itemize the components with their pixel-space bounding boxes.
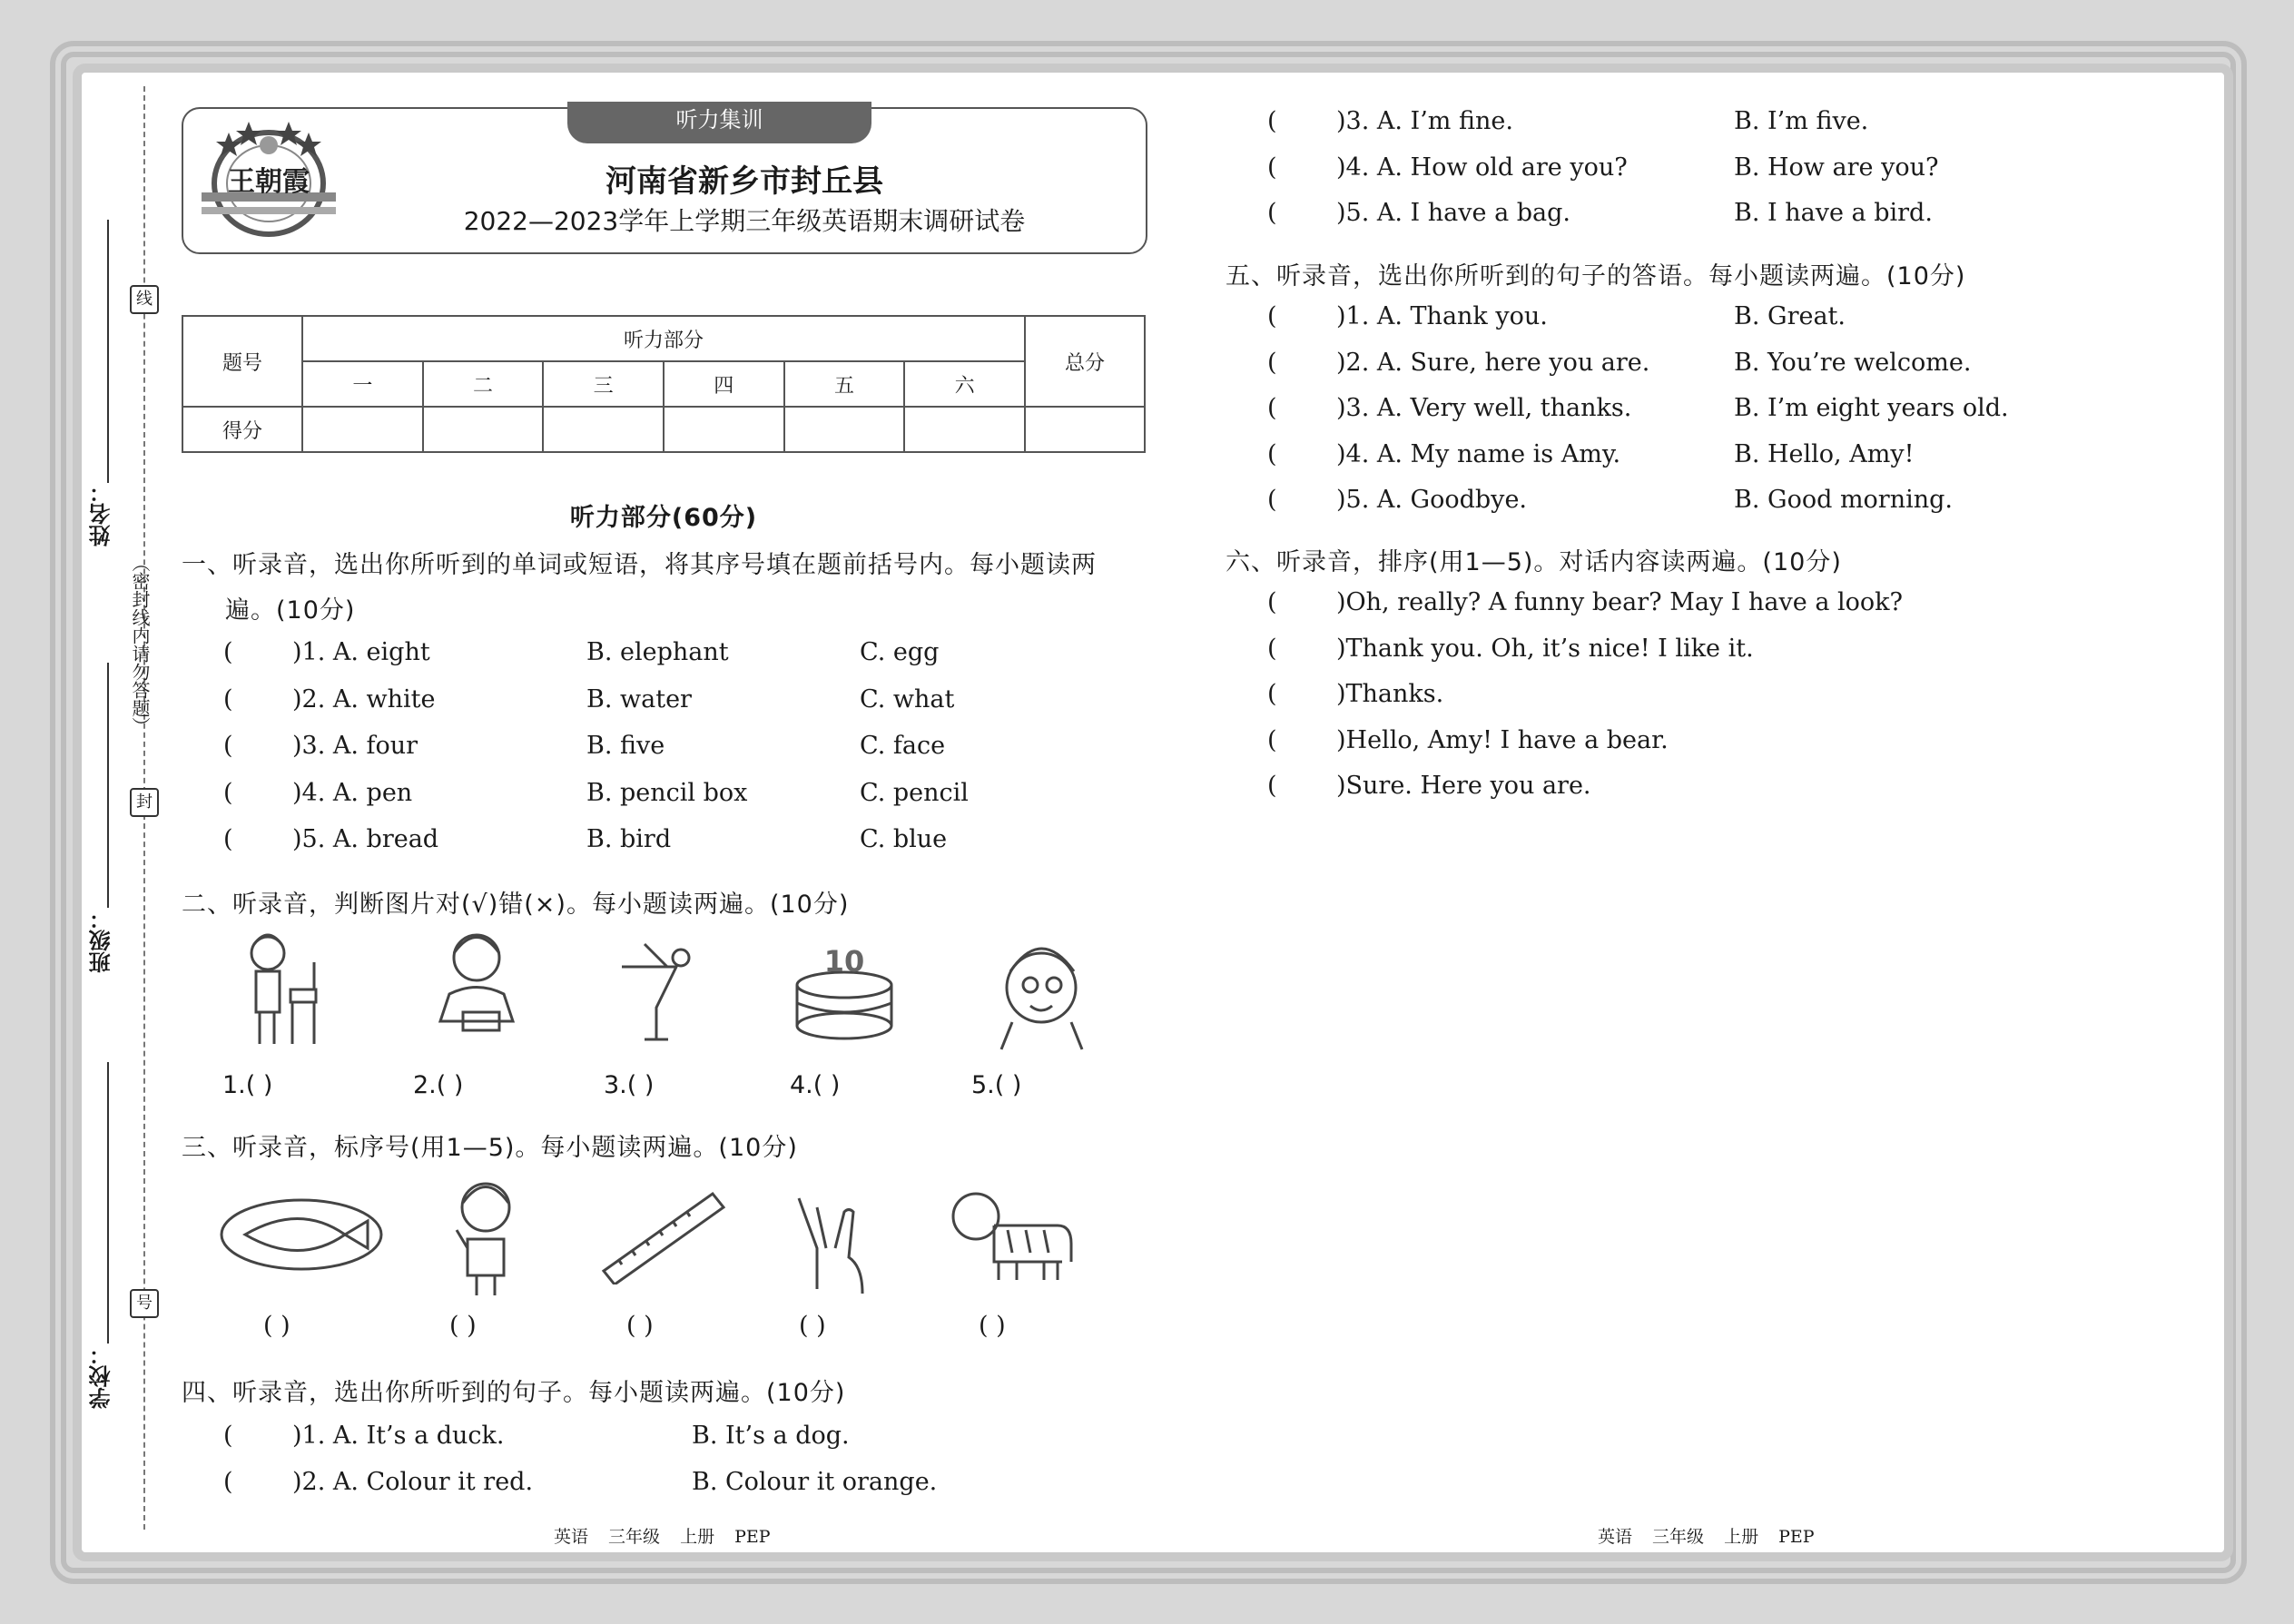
option-b: B. five: [586, 732, 665, 760]
score-table: [182, 315, 1146, 453]
answer-paren[interactable]: (: [1267, 634, 1277, 663]
class-field[interactable]: [107, 663, 109, 908]
part-header: 三: [543, 361, 664, 407]
option-b: B. I’m five.: [1734, 107, 1869, 135]
binding-seal-char: 封: [130, 788, 159, 817]
judge-answer-label[interactable]: 2.( ): [413, 1071, 464, 1099]
order-answer-label[interactable]: ( ): [263, 1312, 290, 1340]
answer-paren[interactable]: (: [1267, 439, 1277, 468]
fish-plate-picture: [218, 1194, 386, 1275]
score-cell[interactable]: [904, 407, 1025, 452]
option-a: )3. A. Very well, thanks.: [1336, 394, 1632, 422]
total-score-cell[interactable]: [1025, 407, 1145, 452]
part-header: 一: [302, 361, 423, 407]
option-b: B. I’m eight years old.: [1734, 394, 2009, 422]
dialogue-line: )Sure. Here you are.: [1336, 772, 1591, 800]
option-a: )5. A. bread: [292, 825, 439, 853]
judge-answer-label[interactable]: 3.( ): [604, 1071, 655, 1099]
footer-left: 英语 三年级 上册 PEP: [554, 1527, 771, 1547]
class-label: 班级：: [89, 908, 114, 973]
school-field[interactable]: [107, 1062, 109, 1343]
score-cell[interactable]: [423, 407, 544, 452]
exam-title: 河南省新乡市封丘县: [605, 163, 883, 200]
section1-title: 一、听录音，选出你所听到的单词或短语，将其序号填在题前括号内。每小题读两: [182, 551, 1097, 579]
option-a: )5. A. I have a bag.: [1336, 199, 1571, 227]
option-c: C. blue: [860, 825, 948, 853]
cake-number: 10: [823, 944, 865, 979]
answer-paren[interactable]: (: [223, 638, 233, 666]
answer-paren[interactable]: (: [1267, 302, 1277, 330]
listening-header: 听力部分: [302, 316, 1025, 361]
option-c: C. face: [860, 732, 946, 760]
header-tab: 听力集训: [567, 102, 871, 143]
option-a: )4. A. My name is Amy.: [1336, 439, 1621, 468]
option-a: )4. A. pen: [292, 778, 413, 807]
school-label: 学校：: [89, 1343, 114, 1409]
option-a: )2. A. Sure, here you are.: [1336, 348, 1650, 377]
option-a: )1. A. Thank you.: [1336, 302, 1548, 330]
option-b: B. water: [586, 684, 692, 714]
option-b: B. pencil box: [586, 778, 748, 807]
option-c: C. what: [860, 684, 955, 714]
section6-title: 六、听录音，排序(用1—5)。对话内容读两遍。(10分): [1226, 548, 1842, 576]
binding-line-char: 线: [130, 285, 159, 314]
dialogue-line: )Thank you. Oh, it’s nice! I like it.: [1336, 634, 1754, 663]
score-cell[interactable]: [543, 407, 664, 452]
part-header: 六: [904, 361, 1025, 407]
answer-paren[interactable]: (: [223, 732, 233, 760]
option-a: )3. A. four: [292, 732, 418, 760]
option-a: )1. A. It’s a duck.: [292, 1422, 505, 1450]
boy-reading-picture: [418, 926, 554, 1053]
part-header: 四: [664, 361, 784, 407]
option-b: B. elephant: [586, 638, 729, 666]
listening-title: 听力部分(60分): [569, 504, 758, 532]
option-c: C. egg: [860, 638, 940, 666]
option-b: B. Good morning.: [1734, 486, 1953, 514]
name-label: 姓名：: [89, 481, 114, 546]
order-answer-label[interactable]: ( ): [626, 1312, 654, 1340]
option-b: B. Colour it orange.: [692, 1467, 938, 1496]
answer-paren[interactable]: (: [1267, 772, 1277, 800]
dialogue-line: )Hello, Amy! I have a bear.: [1336, 725, 1669, 754]
boy-waving-picture: [445, 1176, 527, 1298]
option-b: B. It’s a dog.: [692, 1422, 850, 1450]
answer-paren[interactable]: (: [223, 684, 233, 714]
option-a: )5. A. Goodbye.: [1336, 486, 1528, 514]
answer-paren[interactable]: (: [1267, 107, 1277, 135]
score-cell[interactable]: [302, 407, 423, 452]
section3-title: 三、听录音，标序号(用1—5)。每小题读两遍。(10分): [182, 1134, 798, 1162]
section1-title-cont: 遍。(10分): [225, 596, 356, 625]
total-label: 总分: [1025, 316, 1145, 407]
answer-paren[interactable]: (: [1267, 153, 1277, 182]
answer-paren[interactable]: (: [1267, 486, 1277, 514]
binding-note: （密封线内请勿答题）: [129, 554, 151, 735]
answer-paren[interactable]: (: [1267, 394, 1277, 422]
binding-order-char: 号: [130, 1289, 159, 1318]
logo-text: 王朝霞: [228, 166, 310, 198]
option-b: B. You’re welcome.: [1734, 348, 1972, 377]
answer-paren[interactable]: (: [1267, 588, 1277, 616]
judge-answer-label[interactable]: 5.( ): [971, 1071, 1022, 1099]
option-b: B. Great.: [1734, 302, 1846, 330]
part-header: 二: [423, 361, 544, 407]
dialogue-line: )Oh, really? A funny bear? May I have a look?: [1336, 588, 1903, 616]
tiger-picture: [944, 1185, 1080, 1284]
option-a: )2. A. white: [292, 684, 436, 714]
judge-answer-label[interactable]: 1.( ): [222, 1071, 273, 1099]
option-b: B. How are you?: [1734, 153, 1939, 182]
section2-title: 二、听录音，判断图片对(√)错(×)。每小题读两遍。(10分): [182, 891, 850, 919]
row-label-score: 得分: [182, 407, 302, 452]
option-a: )2. A. Colour it red.: [292, 1467, 534, 1496]
option-b: B. I have a bird.: [1734, 199, 1933, 227]
option-c: C. pencil: [860, 778, 969, 807]
section4-title: 四、听录音，选出你所听到的句子。每小题读两遍。(10分): [182, 1379, 846, 1407]
footer-right: 英语 三年级 上册 PEP: [1598, 1527, 1815, 1547]
girl-chair-picture: [227, 926, 363, 1053]
answer-paren[interactable]: (: [223, 825, 233, 853]
section5-title: 五、听录音，选出你所听到的句子的答语。每小题读两遍。(10分): [1226, 262, 1966, 290]
ruler-picture: [599, 1185, 726, 1284]
birthday-cake-picture: [790, 944, 899, 1044]
name-field[interactable]: [107, 220, 109, 483]
brand-logo: [202, 116, 336, 243]
option-a: )3. A. I’m fine.: [1336, 107, 1513, 135]
answer-paren[interactable]: (: [223, 1467, 233, 1496]
score-cell[interactable]: [664, 407, 784, 452]
juice-glass-picture: [608, 935, 708, 1053]
answer-paren[interactable]: (: [1267, 199, 1277, 227]
option-a: )4. A. How old are you?: [1336, 153, 1628, 182]
dialogue-line: )Thanks.: [1336, 680, 1444, 708]
exam-subtitle: 2022—2023学年上学期三年级英语期末调研试卷: [463, 206, 1026, 236]
option-a: )1. A. eight: [292, 638, 430, 666]
part-header: 五: [784, 361, 905, 407]
order-answer-label[interactable]: ( ): [449, 1312, 477, 1340]
answer-paren[interactable]: (: [1267, 725, 1277, 754]
score-cell[interactable]: [784, 407, 905, 452]
answer-paren[interactable]: (: [1267, 680, 1277, 708]
boy-face-picture: [985, 935, 1103, 1053]
answer-paren[interactable]: (: [223, 1422, 233, 1450]
row-label-number: 题号: [182, 316, 302, 407]
hand-gesture-picture: [790, 1185, 881, 1294]
order-answer-label[interactable]: ( ): [799, 1312, 826, 1340]
option-b: B. Hello, Amy!: [1734, 439, 1915, 468]
judge-answer-label[interactable]: 4.( ): [790, 1071, 841, 1099]
answer-paren[interactable]: (: [223, 778, 233, 807]
answer-paren[interactable]: (: [1267, 348, 1277, 377]
option-b: B. bird: [586, 825, 672, 853]
order-answer-label[interactable]: ( ): [979, 1312, 1006, 1340]
